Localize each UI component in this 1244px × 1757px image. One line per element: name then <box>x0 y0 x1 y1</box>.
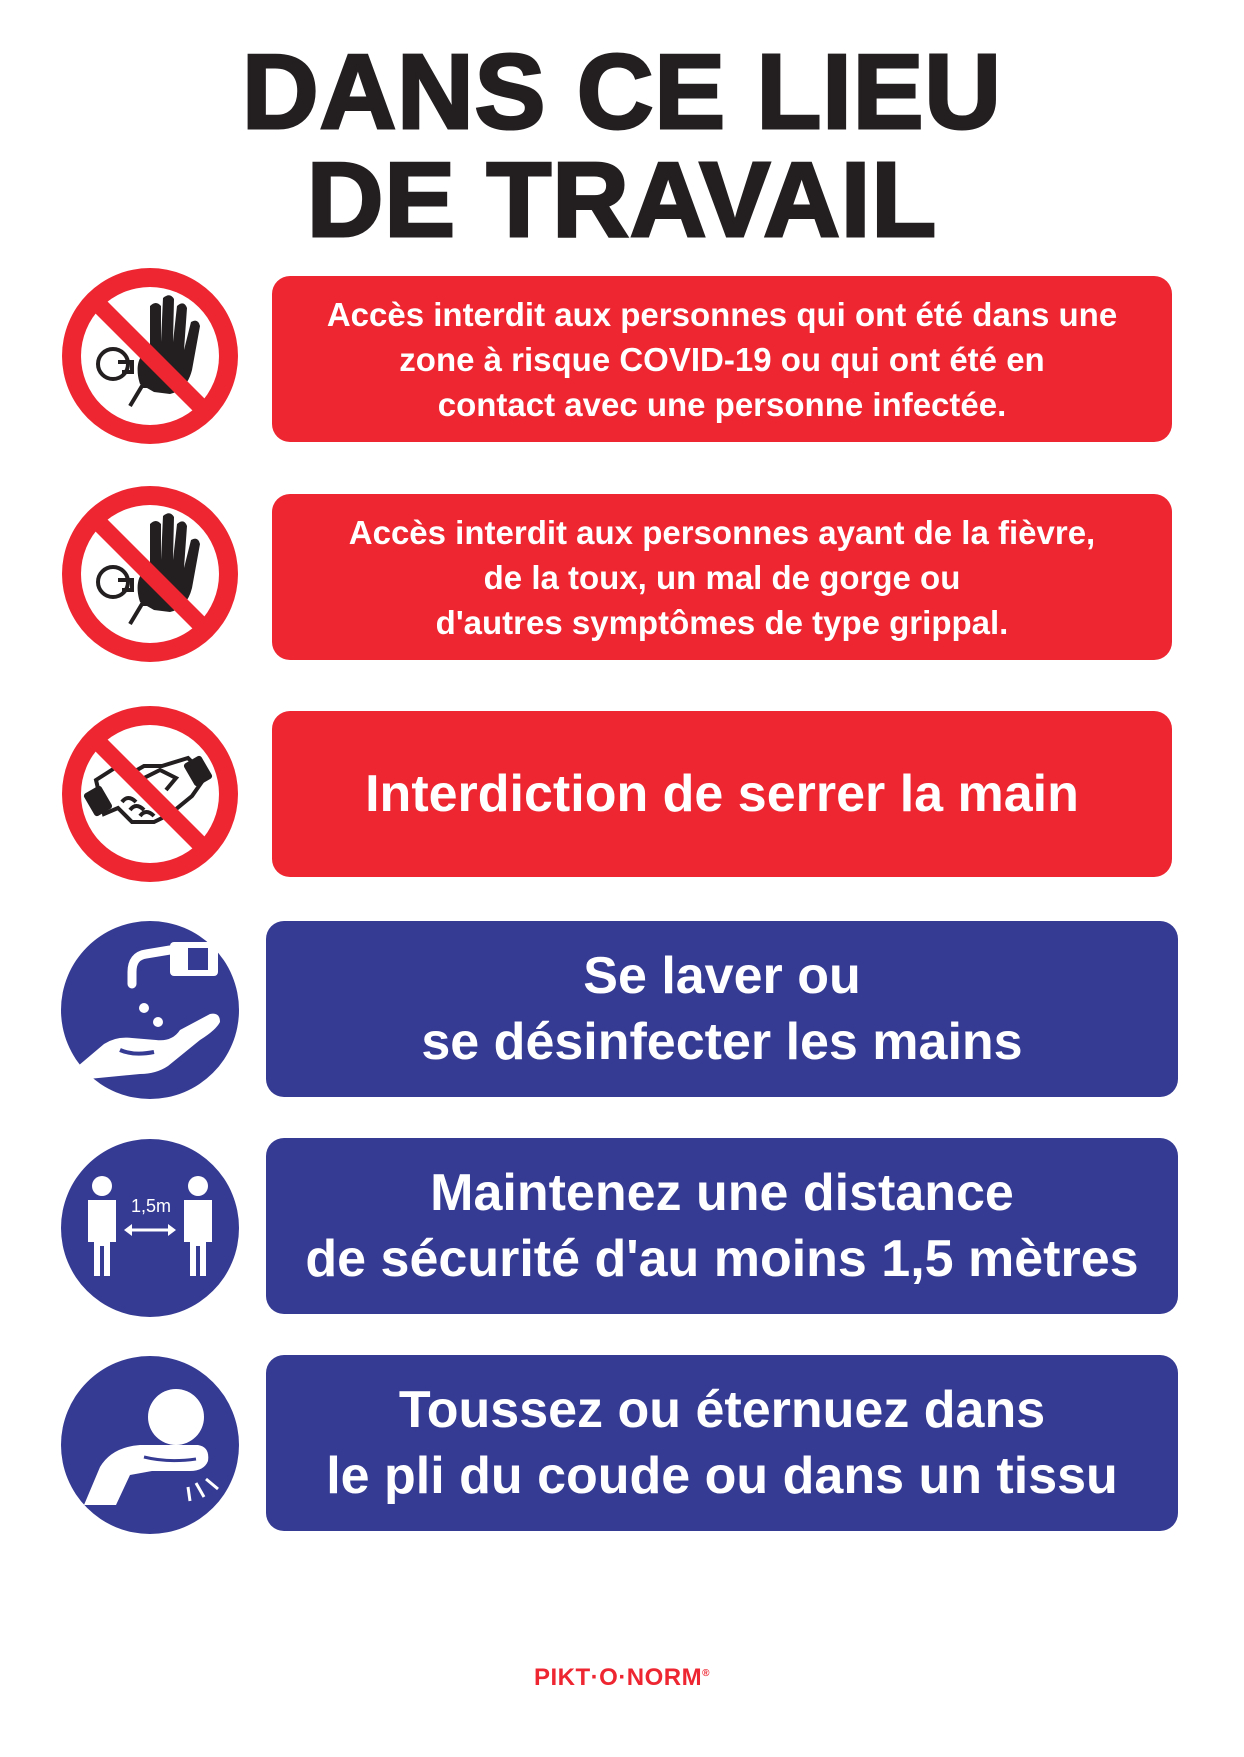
sign-text-line: Toussez ou éternuez dans <box>398 1381 1046 1439</box>
stop-hand-person-prohibition-icon <box>60 266 240 446</box>
sign-panel-distance <box>266 1138 1178 1314</box>
sign-text-line: Interdiction de serrer la main <box>365 765 1079 823</box>
sign-text-line: le pli du coude ou dans un tissu <box>326 1447 1118 1505</box>
sign-panel-covid-zone <box>272 276 1172 442</box>
cough-elbow-icon <box>60 1355 240 1535</box>
distance-label: 1,5m <box>130 1196 172 1216</box>
sign-panel-handshake <box>272 711 1172 877</box>
brand-logo <box>0 1664 1244 1692</box>
stop-hand-person-prohibition-icon <box>60 484 240 664</box>
sign-text-line: de la toux, un mal de gorge ou <box>483 558 961 596</box>
page-title <box>0 33 1244 259</box>
sign-text-line: Maintenez une distance <box>430 1164 1014 1222</box>
sign-text-line: Accès interdit aux personnes qui ont été dans une <box>326 295 1118 333</box>
registered-mark: ® <box>702 1668 711 1679</box>
hand-wash-icon <box>60 920 240 1100</box>
sign-text-line: zone à risque COVID-19 ou qui ont été en <box>399 340 1045 378</box>
sign-panel-cough <box>266 1355 1178 1531</box>
sign-text-line: contact avec une personne infectée. <box>437 385 1007 423</box>
sign-text-line: d'autres symptômes de type grippal. <box>435 603 1009 641</box>
sign-text-line: se désinfecter les mains <box>421 1013 1023 1071</box>
sign-panel-wash-hands <box>266 921 1178 1097</box>
title-line-2: DE TRAVAIL <box>306 141 938 259</box>
sign-text-line: Se laver ou <box>583 947 861 1005</box>
social-distance-icon <box>60 1138 240 1318</box>
sign-panel-symptoms <box>272 494 1172 660</box>
sign-text-line: Accès interdit aux personnes ayant de la fièvre, <box>348 513 1096 551</box>
title-line-1: DANS CE LIEU <box>242 33 1002 151</box>
sign-text-line: de sécurité d'au moins 1,5 mètres <box>305 1230 1139 1288</box>
brand-name: PIKT·O·NORM <box>533 1664 703 1691</box>
no-handshake-icon <box>60 704 240 884</box>
